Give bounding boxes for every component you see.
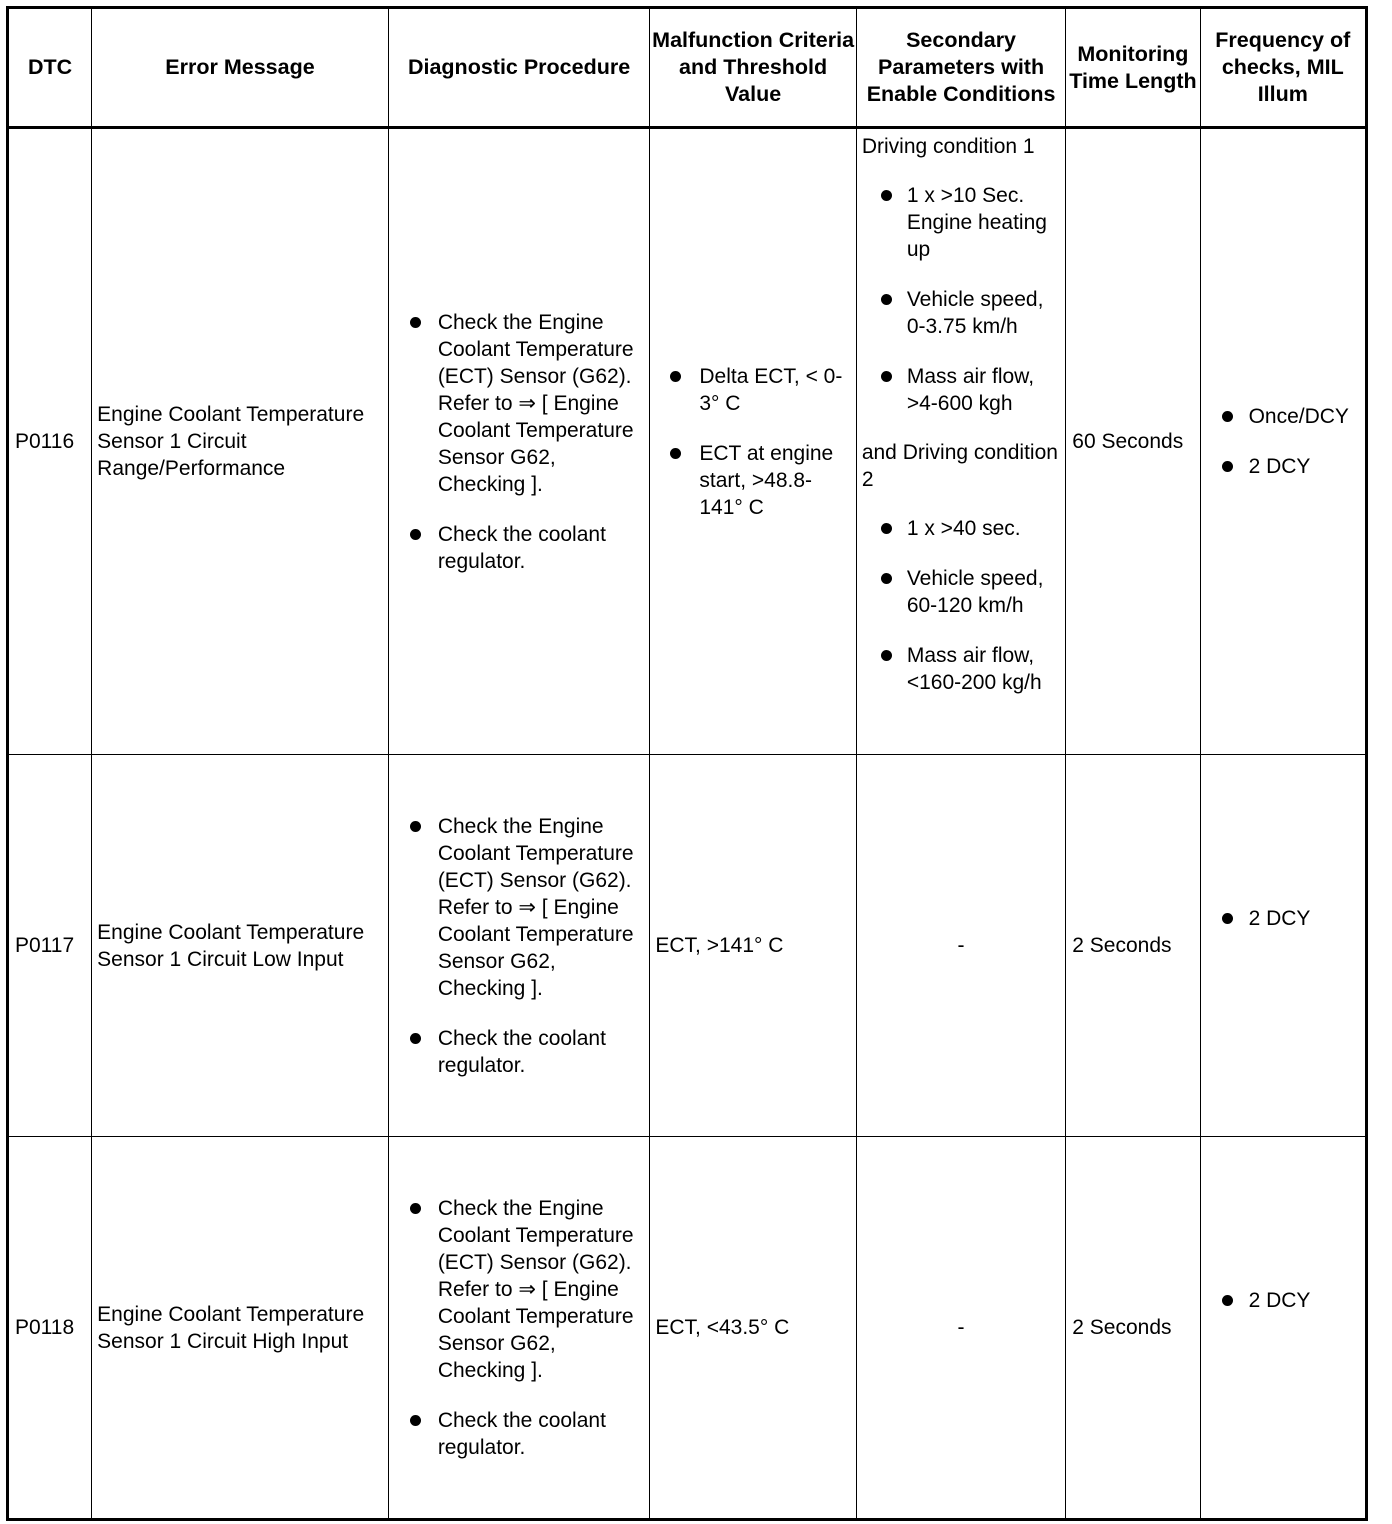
header-malfunction-criteria: Malfunction Criteria and Threshold Value xyxy=(650,8,856,128)
procedure-item: Check the coolant regulator. xyxy=(389,1407,650,1461)
criteria-item: Delta ECT, < 0-3° C xyxy=(650,363,855,417)
error-message: Engine Coolant Temperature Sensor 1 Circuit High Input xyxy=(92,1137,389,1520)
secondary-parameters: - xyxy=(856,755,1065,1137)
table-row xyxy=(8,755,1367,1137)
dtc-code: P0118 xyxy=(8,1137,92,1520)
table-row xyxy=(8,128,1367,755)
table-row xyxy=(8,1137,1367,1520)
header-diagnostic-procedure: Diagnostic Procedure xyxy=(388,8,650,128)
dtc-code: P0116 xyxy=(8,128,92,755)
diagnostic-procedure xyxy=(388,1137,650,1520)
malfunction-criteria: ECT, >141° C xyxy=(650,755,856,1137)
monitoring-time: 60 Seconds xyxy=(1066,128,1200,755)
frequency xyxy=(1200,1137,1366,1520)
header-row xyxy=(8,8,1367,128)
condition-item: Vehicle speed, 60-120 km/h xyxy=(862,565,1061,619)
frequency xyxy=(1200,755,1366,1137)
frequency xyxy=(1200,128,1366,755)
secondary-parameters xyxy=(856,128,1065,755)
driving-condition-2-label: and Driving condition 2 xyxy=(861,441,1058,491)
header-dtc: DTC xyxy=(8,8,92,128)
diagnostic-procedure xyxy=(388,755,650,1137)
header-monitoring-time: Monitoring Time Length xyxy=(1066,8,1200,128)
header-secondary-parameters: Secondary Parameters with Enable Conditions xyxy=(856,8,1065,128)
condition-item: Vehicle speed, 0-3.75 km/h xyxy=(862,286,1061,340)
procedure-item: Check the Engine Coolant Temperature (ECT) Sensor (G62). Refer to ⇒ [ Engine Coolant Temperature Sensor G62, Checking ]. xyxy=(389,1195,650,1384)
malfunction-criteria xyxy=(650,128,856,755)
procedure-item: Check the Engine Coolant Temperature (ECT) Sensor (G62). Refer to ⇒ [ Engine Coolant Temperature Sensor G62, Checking ]. xyxy=(389,309,650,498)
frequency-item: 2 DCY xyxy=(1201,905,1365,932)
criteria-item: ECT at engine start, >48.8-141° C xyxy=(650,440,855,521)
diagnostic-procedure xyxy=(388,128,650,755)
condition-item: 1 x >10 Sec. Engine heating up xyxy=(862,182,1061,263)
dtc-code: P0117 xyxy=(8,755,92,1137)
error-message: Engine Coolant Temperature Sensor 1 Circuit Range/Performance xyxy=(92,128,389,755)
procedure-item: Check the Engine Coolant Temperature (ECT) Sensor (G62). Refer to ⇒ [ Engine Coolant Temperature Sensor G62, Checking ]. xyxy=(389,813,650,1002)
frequency-item: Once/DCY xyxy=(1201,403,1365,430)
frequency-item: 2 DCY xyxy=(1201,453,1365,480)
condition-item: Mass air flow, <160-200 kg/h xyxy=(862,642,1061,696)
driving-condition-1-label: Driving condition 1 xyxy=(861,135,1035,158)
procedure-item: Check the coolant regulator. xyxy=(389,521,650,575)
monitoring-time: 2 Seconds xyxy=(1066,755,1200,1137)
malfunction-criteria: ECT, <43.5° C xyxy=(650,1137,856,1520)
frequency-item: 2 DCY xyxy=(1201,1287,1365,1314)
dtc-table xyxy=(6,6,1368,1521)
header-error-message: Error Message xyxy=(92,8,389,128)
monitoring-time: 2 Seconds xyxy=(1066,1137,1200,1520)
procedure-item: Check the coolant regulator. xyxy=(389,1025,650,1079)
header-frequency: Frequency of checks, MIL Illum xyxy=(1200,8,1366,128)
condition-item: 1 x >40 sec. xyxy=(862,515,1061,542)
error-message: Engine Coolant Temperature Sensor 1 Circuit Low Input xyxy=(92,755,389,1137)
secondary-parameters: - xyxy=(856,1137,1065,1520)
condition-item: Mass air flow, >4-600 kgh xyxy=(862,363,1061,417)
